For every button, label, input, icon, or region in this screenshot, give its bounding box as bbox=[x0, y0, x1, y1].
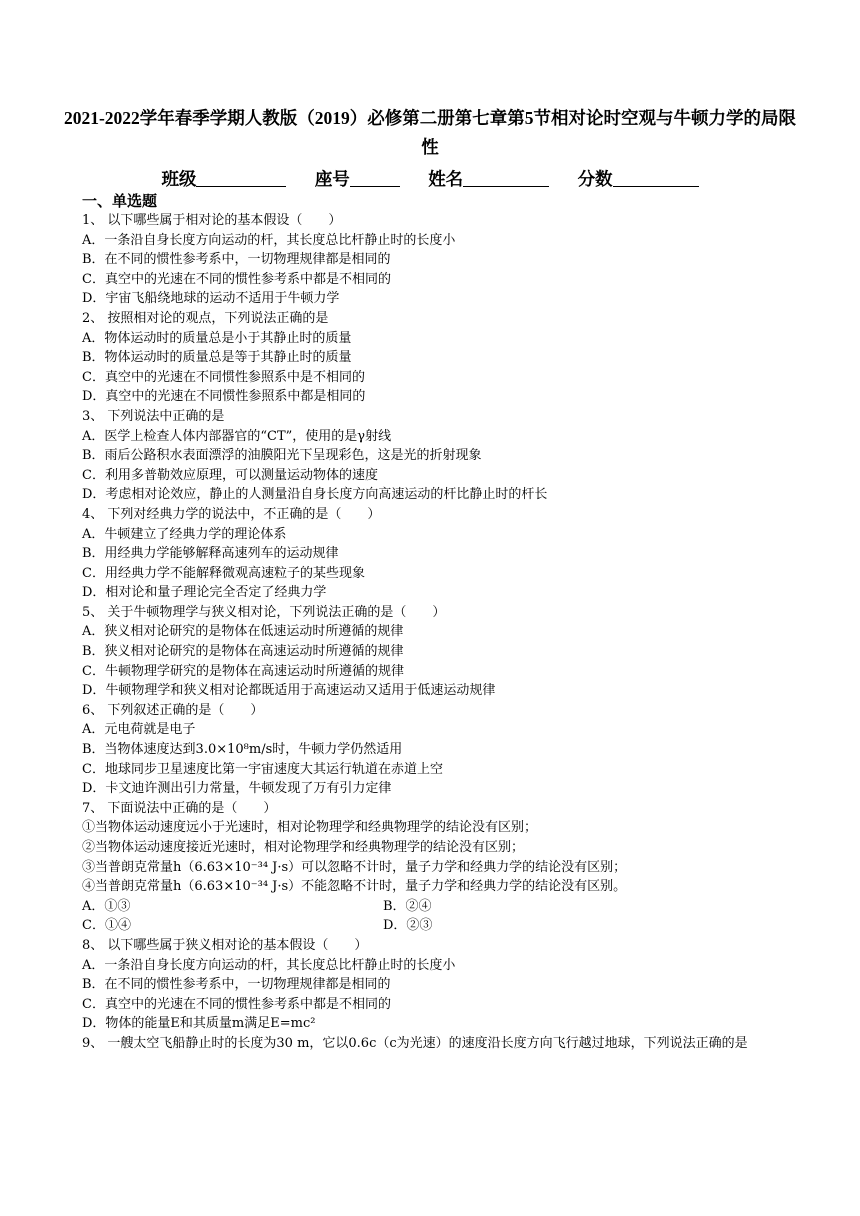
seat-label: 座号 bbox=[314, 169, 350, 189]
option: D．②③ bbox=[383, 918, 433, 934]
score-field bbox=[578, 166, 699, 192]
option: B．物体运动时的质量总是等于其静止时的质量 bbox=[82, 350, 352, 366]
statement: ③当普朗克常量h（6.63×10⁻³⁴ J·s）可以忽略不计时，量子力学和经典力学的结论没有区别； bbox=[82, 859, 627, 875]
section-heading: 一、单选题 bbox=[82, 192, 158, 210]
option: D．考虑相对论效应，静止的人测量沿自身长度方向高速运动的杆比静止时的杆长 bbox=[82, 487, 548, 503]
option: B．在不同的惯性参考系中，一切物理规律都是相同的 bbox=[82, 252, 391, 268]
question-stem: 2、 按照相对论的观点，下列说法正确的是 bbox=[82, 310, 329, 326]
option: C．地球同步卫星速度比第一宇宙速度大其运行轨道在赤道上空 bbox=[82, 761, 443, 777]
option: A．一条沿自身长度方向运动的杆，其长度总比杆静止时的长度小 bbox=[82, 957, 456, 973]
class-field bbox=[161, 166, 286, 192]
question-stem: 7、 下面说法中正确的是（ ） bbox=[82, 800, 277, 816]
question-stem: 4、 下列对经典力学的说法中，不正确的是（ ） bbox=[82, 506, 381, 522]
option: B．用经典力学能够解释高速列车的运动规律 bbox=[82, 546, 339, 562]
question-stem: 3、 下列说法中正确的是 bbox=[82, 408, 225, 424]
statement: ②当物体运动速度接近光速时，相对论物理学和经典物理学的结论没有区别； bbox=[82, 840, 525, 855]
name-label: 姓名 bbox=[428, 169, 464, 189]
option: C．牛顿物理学研究的是物体在高速运动时所遵循的规律 bbox=[82, 663, 404, 679]
option: C．真空中的光速在不同惯性参照系中是不相同的 bbox=[82, 369, 365, 385]
question-stem: 1、 以下哪些属于相对论的基本假设（ ） bbox=[82, 213, 342, 228]
statement: ④当普朗克常量h（6.63×10⁻³⁴ J·s）不能忽略不计时，量子力学和经典力学的结论没有区别。 bbox=[82, 879, 627, 895]
option: B．当物体速度达到3.0×10⁸m/s时，牛顿力学仍然适用 bbox=[82, 742, 403, 758]
option: A．一条沿自身长度方向运动的杆，其长度总比杆静止时的长度小 bbox=[82, 232, 456, 248]
option: D．相对论和量子理论完全否定了经典力学 bbox=[82, 585, 327, 601]
option: D．真空中的光速在不同惯性参照系中都是相同的 bbox=[82, 389, 366, 405]
option: C．①④ bbox=[82, 918, 131, 934]
student-info-row bbox=[0, 166, 860, 192]
option: A．物体运动时的质量总是小于其静止时的质量 bbox=[82, 330, 352, 346]
option: A．①③ bbox=[82, 898, 131, 914]
seat-field bbox=[315, 166, 400, 192]
option: C．用经典力学不能解释微观高速粒子的某些现象 bbox=[82, 565, 365, 581]
question-stem: 9、 一艘太空飞船静止时的长度为30 m，它以0.6c（c为光速）的速度沿长度方向飞行越过地球，下列说法正确的是 bbox=[82, 1035, 748, 1051]
score-blank bbox=[613, 168, 699, 187]
score-label: 分数 bbox=[577, 169, 613, 189]
option-row bbox=[82, 916, 802, 936]
option: A．狭义相对论研究的是物体在低速运动时所遵循的规律 bbox=[82, 624, 404, 640]
question-stem: 5、 关于牛顿物理学与狭义相对论，下列说法正确的是（ ） bbox=[82, 604, 446, 620]
option: D．宇宙飞船绕地球的运动不适用于牛顿力学 bbox=[82, 291, 340, 307]
question-stem: 6、 下列叙述正确的是（ ） bbox=[82, 702, 264, 718]
seat-blank bbox=[350, 168, 400, 187]
option: D．卡文迪许测出引力常量，牛顿发现了万有引力定律 bbox=[82, 781, 392, 797]
option-row bbox=[82, 897, 802, 917]
option: C．利用多普勒效应原理，可以测量运动物体的速度 bbox=[82, 467, 378, 483]
option: A．元电荷就是电子 bbox=[82, 722, 196, 738]
option: B．雨后公路积水表面漂浮的油膜阳光下呈现彩色，这是光的折射现象 bbox=[82, 448, 482, 464]
question-stem: 8、 以下哪些属于狭义相对论的基本假设（ ） bbox=[82, 937, 368, 953]
option: B．在不同的惯性参考系中，一切物理规律都是相同的 bbox=[82, 977, 391, 993]
page-title: 2021-2022学年春季学期人教版（2019）必修第二册第七章第5节相对论时空观与牛顿力学的局限性 bbox=[63, 108, 797, 157]
question-list bbox=[82, 211, 802, 1054]
class-blank bbox=[196, 168, 286, 187]
statement: ①当物体运动速度远小于光速时，相对论物理学和经典物理学的结论没有区别； bbox=[82, 820, 538, 836]
option: C．真空中的光速在不同的惯性参考系中都是不相同的 bbox=[82, 271, 391, 287]
option: C．真空中的光速在不同的惯性参考系中都是不相同的 bbox=[82, 996, 391, 1012]
class-label: 班级 bbox=[161, 169, 197, 189]
option: A．医学上检查人体内部器官的“CT”，使用的是γ射线 bbox=[82, 428, 392, 444]
option: D．牛顿物理学和狭义相对论都既适用于高速运动又适用于低速运动规律 bbox=[82, 683, 496, 699]
name-blank bbox=[463, 168, 549, 187]
option: A．牛顿建立了经典力学的理论体系 bbox=[82, 526, 287, 542]
option: B．狭义相对论研究的是物体在高速运动时所遵循的规律 bbox=[82, 644, 404, 660]
option: D．物体的能量E和其质量m满足E=mc² bbox=[82, 1016, 316, 1032]
option: B．②④ bbox=[383, 898, 432, 914]
name-field bbox=[428, 166, 549, 192]
